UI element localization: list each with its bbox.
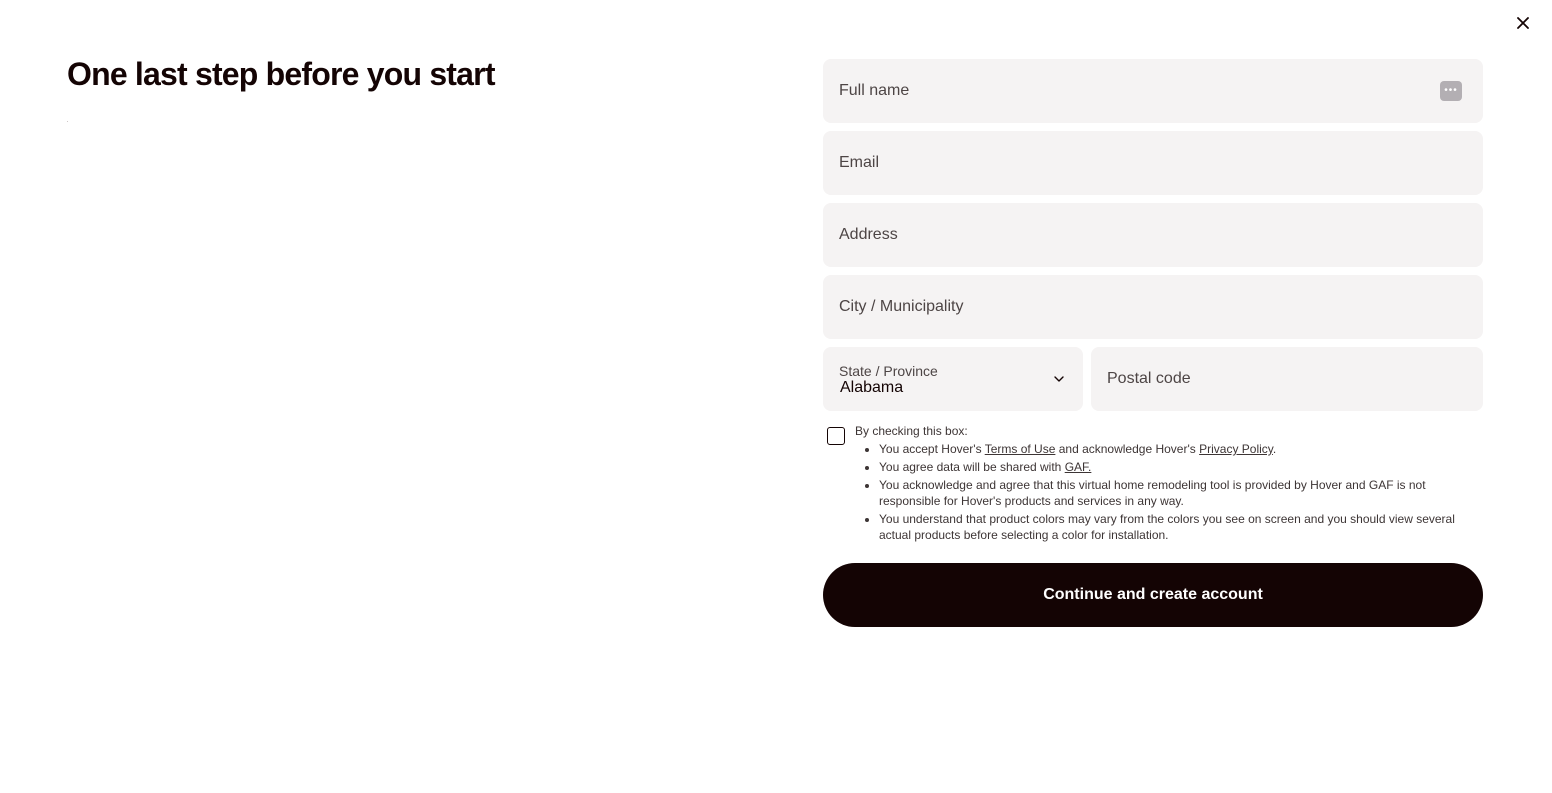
consent-terms-text: You accept Hover's bbox=[879, 442, 985, 456]
state-select-label: State / Province bbox=[839, 363, 938, 379]
consent-section bbox=[823, 423, 1483, 545]
consent-intro: By checking this box: bbox=[855, 424, 968, 438]
postal-code-input[interactable] bbox=[1107, 370, 1467, 388]
consent-text bbox=[855, 423, 1483, 545]
chevron-down-icon bbox=[1053, 373, 1065, 385]
consent-item-terms bbox=[879, 441, 1483, 457]
address-field bbox=[823, 203, 1483, 267]
consent-item-data-share bbox=[879, 459, 1483, 475]
consent-data-share-text: You agree data will be shared with bbox=[879, 460, 1065, 474]
email-field bbox=[823, 131, 1483, 195]
close-button[interactable] bbox=[1512, 12, 1534, 34]
consent-list bbox=[855, 441, 1483, 543]
full-name-input[interactable] bbox=[839, 82, 1467, 100]
signup-form bbox=[823, 59, 1483, 627]
consent-terms-end: . bbox=[1272, 442, 1277, 456]
state-select[interactable] bbox=[823, 347, 1083, 411]
close-icon bbox=[1517, 17, 1529, 29]
city-input[interactable] bbox=[839, 298, 1467, 316]
state-select-value: Alabama bbox=[840, 379, 904, 396]
page-title: One last step before you start bbox=[67, 56, 495, 92]
consent-item-acknowledge: • You acknowledge and agree that this virtual home remodeling tool is provided by Hover and GAF is not responsible for Hover's products and services in any way. bbox=[879, 477, 1483, 509]
city-field bbox=[823, 275, 1483, 339]
password-manager-icon[interactable]: ••• bbox=[1440, 81, 1462, 101]
continue-create-account-button[interactable]: Continue and create account bbox=[823, 563, 1483, 627]
consent-terms-mid: and acknowledge Hover's bbox=[1055, 442, 1200, 456]
divider-dot bbox=[67, 121, 68, 122]
consent-checkbox[interactable] bbox=[827, 427, 845, 445]
gaf-link[interactable]: GAF. bbox=[1064, 460, 1092, 474]
address-input[interactable] bbox=[839, 226, 1467, 244]
terms-of-use-link[interactable]: Terms of Use bbox=[984, 442, 1056, 456]
privacy-policy-link[interactable]: Privacy Policy bbox=[1199, 442, 1273, 456]
state-postal-row bbox=[823, 347, 1483, 419]
postal-code-field bbox=[1091, 347, 1483, 411]
consent-item-colors: • You understand that product colors may vary from the colors you see on screen and you should view several actual products before selecting a color for installation. bbox=[879, 511, 1483, 543]
full-name-field bbox=[823, 59, 1483, 123]
email-input[interactable] bbox=[839, 154, 1467, 172]
